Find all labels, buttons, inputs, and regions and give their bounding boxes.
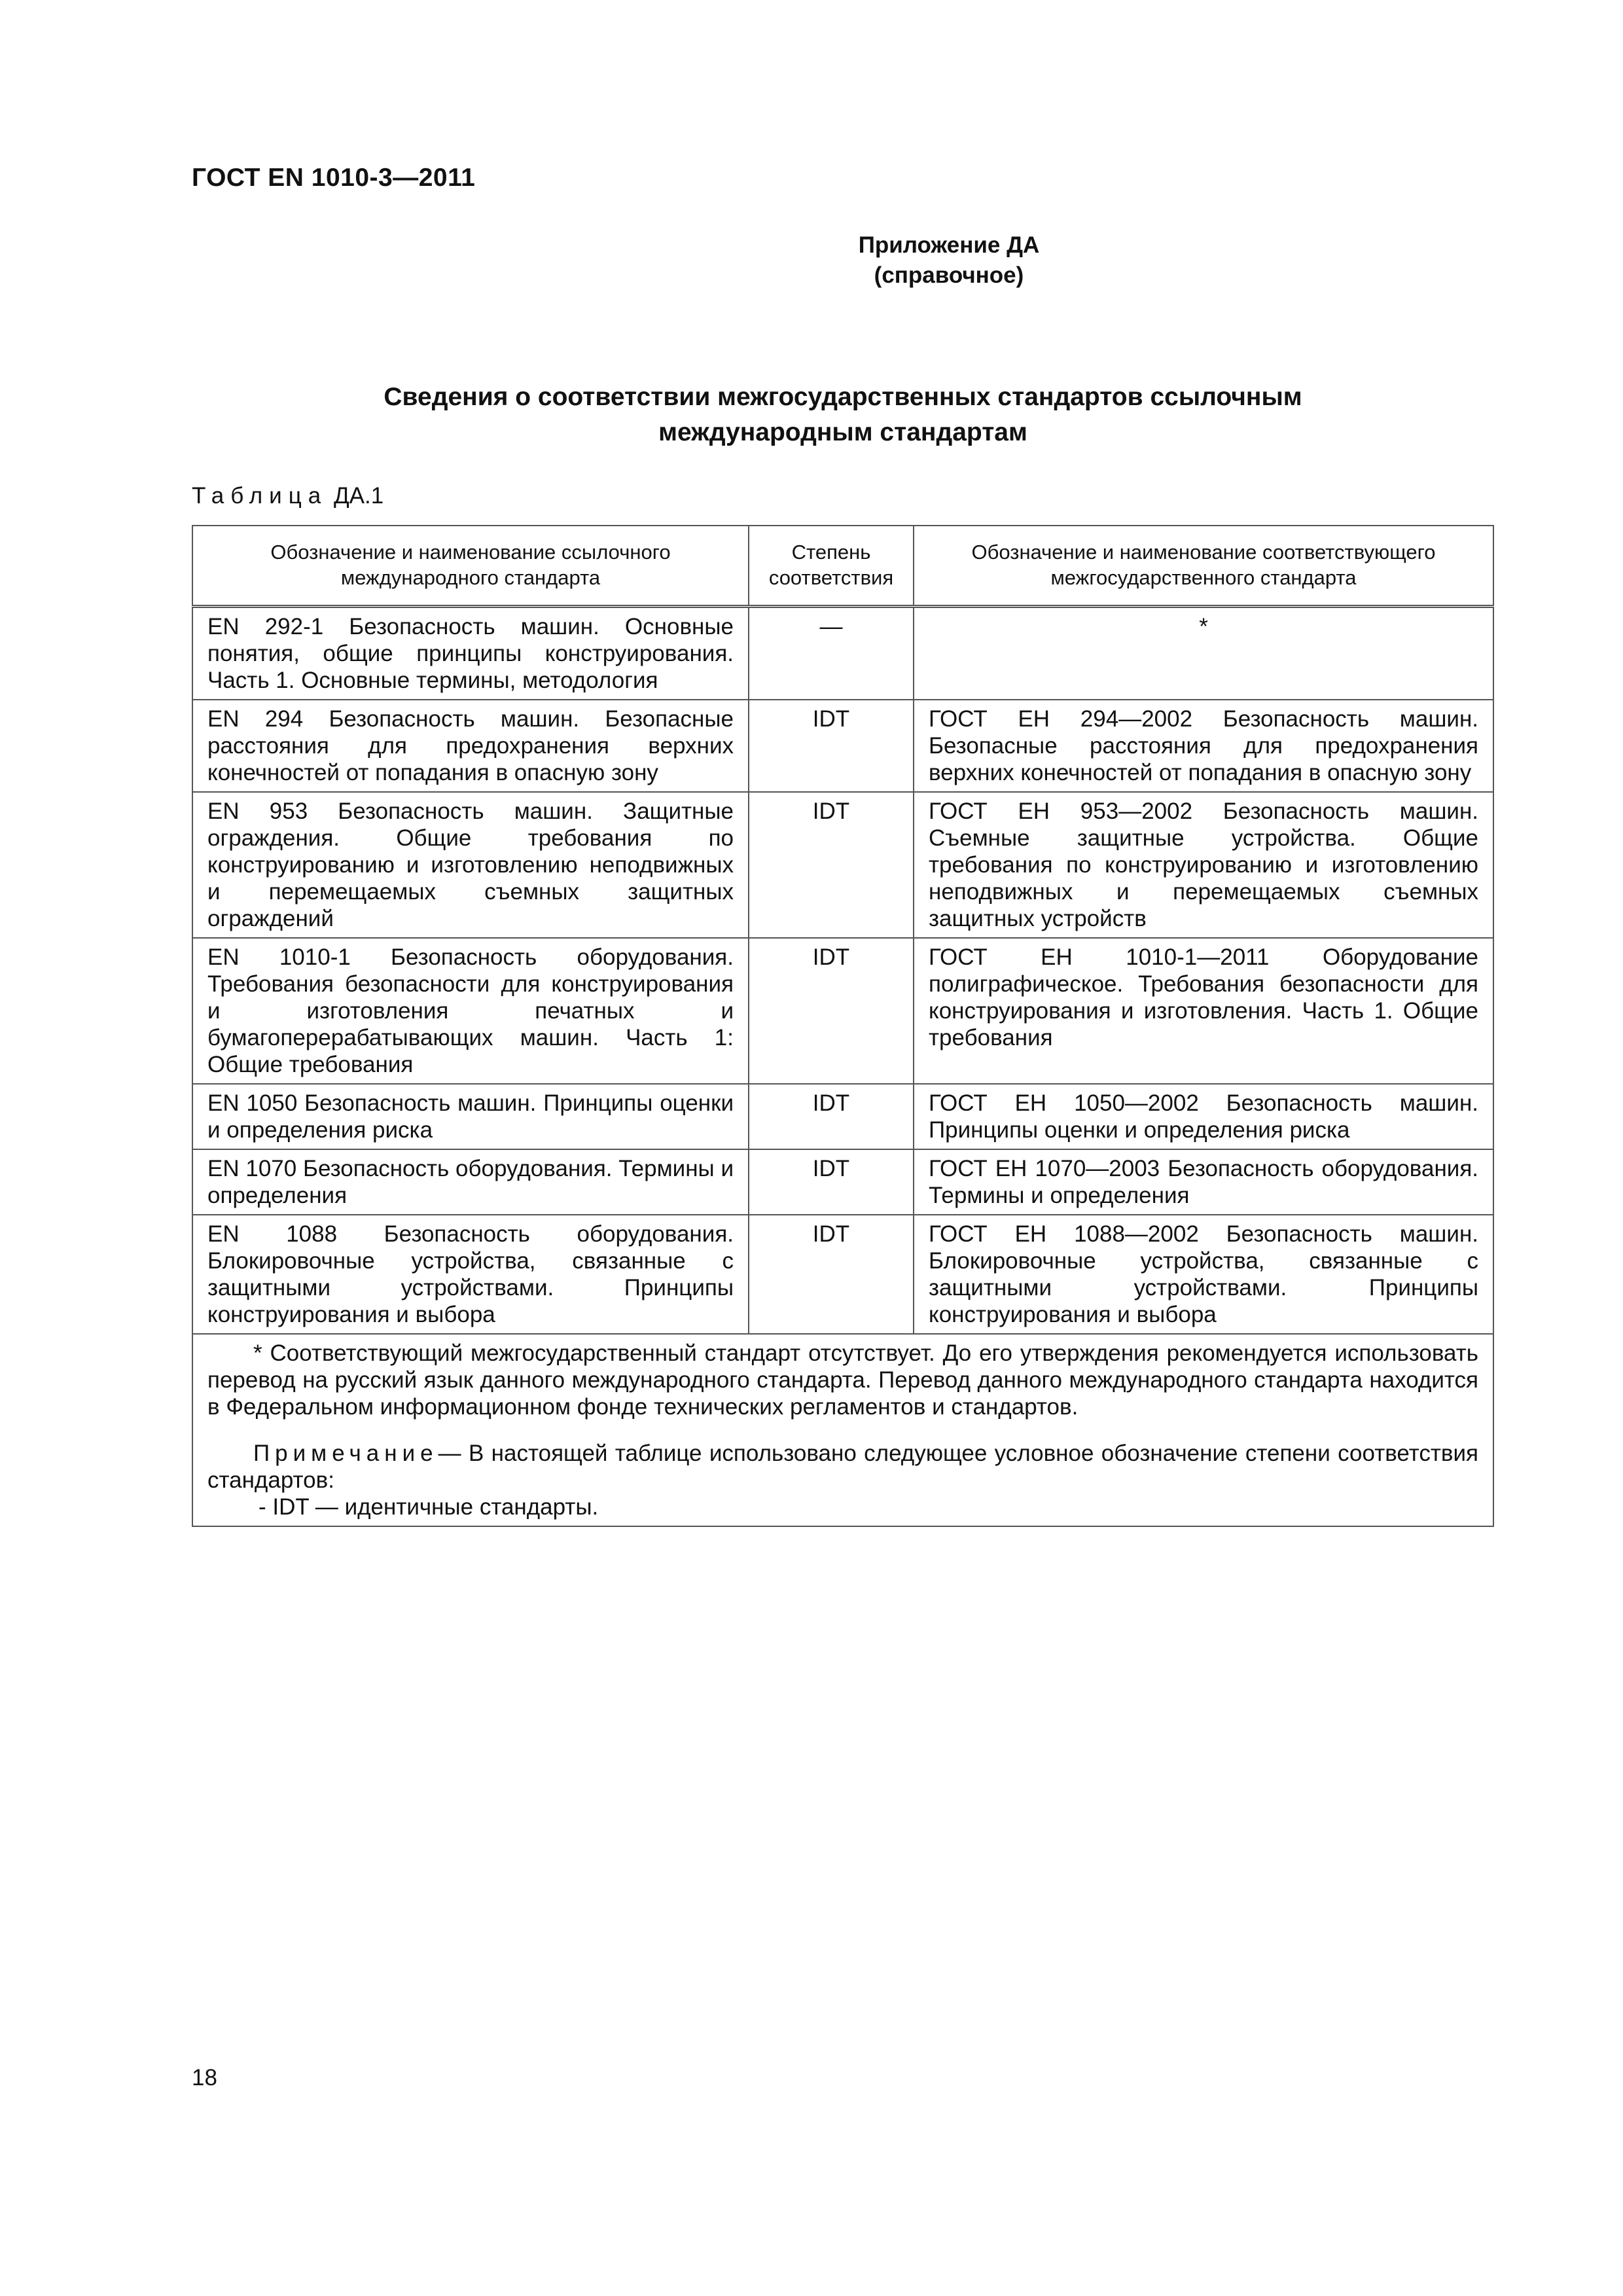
page-number: 18 <box>192 2065 217 2090</box>
annex-name: Приложение ДА <box>858 232 1040 258</box>
cell-international: EN 1088 Безопасность оборудования. Блокировочные устройства, связанные с защитными устройствами. Принципы конструирования и выбора <box>192 1215 749 1334</box>
section-title-line1: Сведения о соответствии межгосударственных стандартов ссылочным <box>383 383 1302 411</box>
table-row <box>192 607 1493 700</box>
cell-international: EN 294 Безопасность машин. Безопасные расстояния для предохранения верхних конечностей от попадания в опасную зону <box>192 700 749 792</box>
cell-interstate: ГОСТ ЕН 294—2002 Безопасность машин. Безопасные расстояния для предохранения верхних конечностей от попадания в опасную зону <box>914 700 1493 792</box>
cell-interstate: ГОСТ ЕН 1088—2002 Безопасность машин. Блокировочные устройства, связанные с защитными устройствами. Принципы конструирования и выбора <box>914 1215 1493 1334</box>
table-row <box>192 1084 1493 1149</box>
table-note <box>207 1440 1478 1494</box>
note-item: - IDT — идентичные стандарты. <box>259 1494 599 1520</box>
cell-degree: IDT <box>749 1215 914 1334</box>
table-row <box>192 792 1493 938</box>
cell-international: EN 1010-1 Безопасность оборудования. Требования безопасности для конструирования и изготовления печатных и бумагоперерабатывающих машин. Часть 1: Общие требования <box>192 938 749 1084</box>
document-code: ГОСТ EN 1010-3—2011 <box>192 164 476 192</box>
cell-interstate: ГОСТ ЕН 1010-1—2011 Оборудование полиграфическое. Требования безопасности для конструирования и изготовления. Часть 1. Общие требования <box>914 938 1493 1084</box>
note-text: — В настоящей таблице использовано следующее условное обозначение степени соответствия стандартов: <box>207 1441 1478 1493</box>
table-notes-row <box>192 1334 1493 1526</box>
table-notes <box>192 1334 1493 1526</box>
section-title <box>192 380 1494 450</box>
table-footnote: * Соответствующий межгосударственный стандарт отсутствует. До его утверждения рекомендуется использовать перевод на русский язык данного международного стандарта. Перевод данного международного стандарта находится в Федеральном информационном фонде технических регламентов и стандартов. <box>207 1340 1478 1420</box>
cell-international: EN 1050 Безопасность машин. Принципы оценки и определения риска <box>192 1084 749 1149</box>
table-row <box>192 1149 1493 1215</box>
correspondence-table <box>192 525 1494 1527</box>
cell-degree: IDT <box>749 1149 914 1215</box>
cell-degree: IDT <box>749 700 914 792</box>
section-title-line2: международным стандартам <box>658 418 1027 446</box>
table-row <box>192 1215 1493 1334</box>
table-caption <box>192 483 383 509</box>
cell-interstate: * <box>914 607 1493 700</box>
cell-degree: IDT <box>749 938 914 1084</box>
table-header-row <box>192 526 1493 607</box>
cell-international: EN 292-1 Безопасность машин. Основные понятия, общие принципы конструирования. Часть 1. Основные термины, методология <box>192 607 749 700</box>
header-degree: Степень соответствия <box>749 526 914 607</box>
table-caption-label: Таблица <box>192 483 328 509</box>
header-interstate: Обозначение и наименование соответствующего межгосударственного стандарта <box>914 526 1493 607</box>
table-row <box>192 938 1493 1084</box>
header-international: Обозначение и наименование ссылочного международного стандарта <box>192 526 749 607</box>
cell-international: EN 953 Безопасность машин. Защитные ограждения. Общие требования по конструированию и изготовлению неподвижных и перемещаемых съемных защитных ограждений <box>192 792 749 938</box>
annex-heading <box>0 230 1623 291</box>
cell-interstate: ГОСТ ЕН 1050—2002 Безопасность машин. Принципы оценки и определения риска <box>914 1084 1493 1149</box>
cell-international: EN 1070 Безопасность оборудования. Термины и определения <box>192 1149 749 1215</box>
table-row <box>192 700 1493 792</box>
cell-interstate: ГОСТ ЕН 1070—2003 Безопасность оборудования. Термины и определения <box>914 1149 1493 1215</box>
cell-degree: — <box>749 607 914 700</box>
table-caption-number: ДА.1 <box>333 483 384 509</box>
cell-degree: IDT <box>749 792 914 938</box>
note-label: Примечание <box>253 1441 438 1466</box>
cell-degree: IDT <box>749 1084 914 1149</box>
cell-interstate: ГОСТ ЕН 953—2002 Безопасность машин. Съемные защитные устройства. Общие требования по конструированию и изготовлению неподвижных и перемещаемых съемных защитных устройств <box>914 792 1493 938</box>
annex-type: (справочное) <box>874 262 1024 288</box>
